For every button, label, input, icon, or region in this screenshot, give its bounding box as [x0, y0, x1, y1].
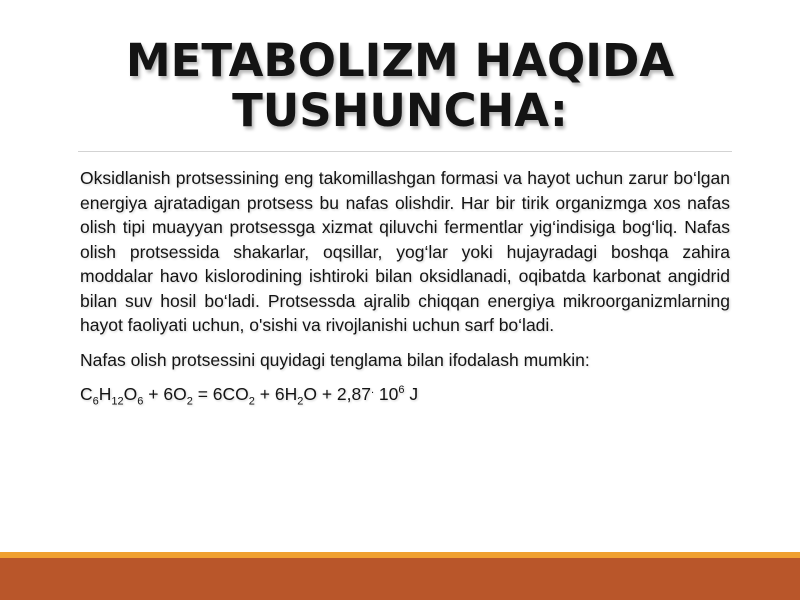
respiration-equation [80, 382, 730, 407]
slide-title-line-2: TUSHUNCHA: [232, 84, 568, 137]
body-paragraph-2: Nafas olish protsessini quyidagi tenglama bilan ifodalash mumkin: [80, 349, 590, 370]
eq-dot-sup: . [370, 384, 375, 397]
eq-exponent: 6 [398, 384, 405, 397]
slide-title-line-1: METABOLIZM HAQIDA [125, 34, 675, 87]
eq-plus-oxygen: + 6O [143, 384, 187, 404]
slide-body [80, 166, 730, 407]
eq-c: C [80, 384, 93, 404]
eq-equals-co2: = 6CO [192, 384, 249, 404]
eq-ten: 10 [374, 384, 399, 404]
eq-plus-water: + 6H [254, 384, 298, 404]
slide-title [60, 36, 740, 136]
eq-h-sub: 12 [111, 395, 124, 408]
body-paragraph-1: Oksidlanish protsessining eng takomillashgan formasi va hayot uchun zarur bo‘lgan energiya ajratadigan protsess bu nafas olishdir. Har bir tirik organizmga xos nafas olish tipi muayyan protsessga xizmat qiluvchi fermentlar yig‘indisiga bog‘liq. Nafas olish protsessida shakarlar, oqsillar, yog‘lar yoki hujayradagi boshqa zahira moddalar havo kislorodining ishtiroki bilan oksidlanadi, oqibatda karbonat angidrid bilan suv hosil bo‘ladi. Protsessda ajralib chiqqan energiya mikroorganizmlarning hayot faoliyati uchun, o'sishi va rivojlanishi uchun sarf bo‘ladi. [80, 168, 730, 335]
footer-bar [0, 558, 800, 600]
eq-oxygen-sub: 2 [186, 395, 193, 408]
eq-o-sub: 6 [137, 395, 144, 408]
eq-water-sub: 2 [297, 395, 304, 408]
eq-h: H [98, 384, 112, 404]
title-divider [78, 151, 732, 152]
eq-co2-sub: 2 [248, 395, 255, 408]
eq-energy-value: O + 2,87 [303, 384, 371, 404]
eq-c-sub: 6 [92, 395, 99, 408]
eq-o: O [123, 384, 138, 404]
eq-unit: J [404, 384, 419, 404]
